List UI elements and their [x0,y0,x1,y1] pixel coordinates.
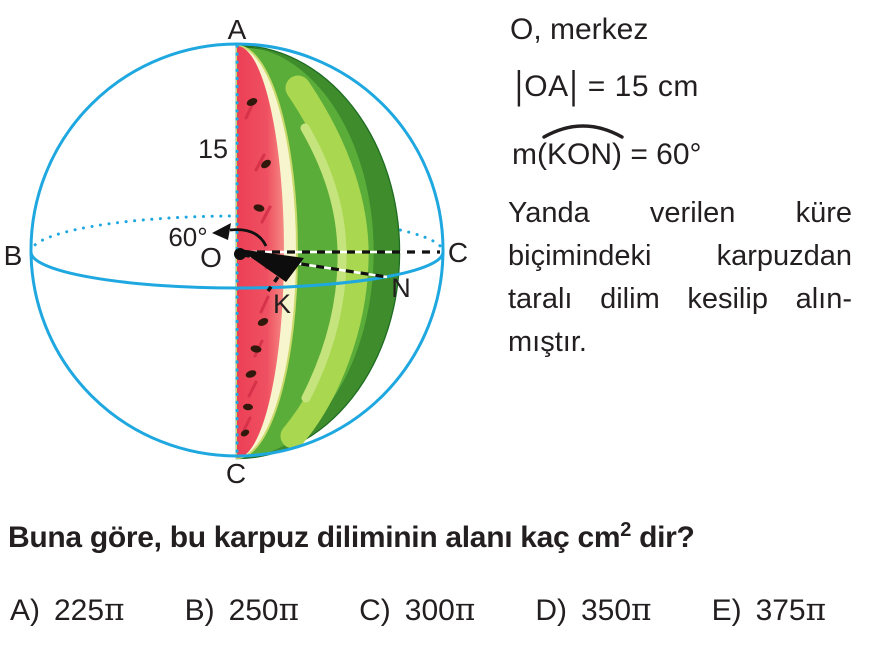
answer-value: 375 [755,594,806,627]
eq2-prefix: m( [512,138,547,171]
question-text [8,521,695,555]
question-superscript: 2 [620,519,632,541]
answer-option-b [185,592,299,628]
pi-symbol: π [631,592,652,628]
label-A: A [227,14,247,45]
answer-option-d [535,592,651,628]
label-C-right: C [447,237,469,268]
paragraph-line [508,240,852,283]
answer-label: C) [359,594,391,627]
radius-label: 15 [197,134,229,164]
answer-value: 250 [228,594,279,627]
center-dot [234,248,246,260]
sphere-diagram-svg [0,0,500,512]
eq2-arc-letters: KON [546,138,612,171]
eq1-rhs: = 15 cm [587,70,699,103]
side-paragraph [508,197,852,369]
answer-option-e [712,592,826,628]
answer-label: D) [535,594,567,627]
answer-option-c [359,592,475,628]
answer-value: 350 [581,594,632,627]
label-O: O [200,242,222,273]
watermelon-sphere-figure [0,0,500,512]
paragraph-line [508,283,852,326]
word: alın- [795,283,852,315]
equation-angle [512,138,702,172]
abs-bar-left: | [515,64,524,108]
answer-label: E) [711,594,742,627]
label-B: B [3,240,23,271]
pi-symbol: π [805,592,826,628]
question-suffix: dir? [631,521,695,554]
answer-option-a [10,592,124,628]
eq2-suffix: ) = 60° [612,138,702,171]
word: verilen [649,197,736,229]
center-note: O, merkez [510,13,649,46]
pi-symbol: π [278,592,299,628]
word: Yanda [508,197,590,229]
angle-label: 60° [168,222,208,252]
word: küre [795,197,852,229]
word: mıştır. [508,326,587,358]
answer-value: 225 [54,594,105,627]
label-N: N [391,273,411,303]
word: biçimindeki [508,240,652,272]
label-C-bottom: C [225,458,247,489]
word: dilim [600,283,660,315]
pi-symbol: π [104,592,125,628]
paragraph-line [508,197,852,240]
kon-group [547,138,612,172]
question-prefix: Buna göre, bu karpuz diliminin alanı kaç cm [8,521,621,554]
word: taralı [508,283,573,315]
paragraph-line [508,326,852,369]
abs-bar-right: | [569,64,578,108]
eq1-lhs: OA [524,70,569,103]
kon-arc-icon [541,123,625,139]
answer-row [10,592,826,628]
equation-radius [514,64,699,108]
word: karpuzdan [716,240,852,272]
word: kesilip [687,283,768,315]
answer-label: A) [10,594,40,627]
answer-value: 300 [404,594,455,627]
answer-label: B) [184,594,215,627]
label-K: K [272,289,292,319]
pi-symbol: π [454,592,476,628]
